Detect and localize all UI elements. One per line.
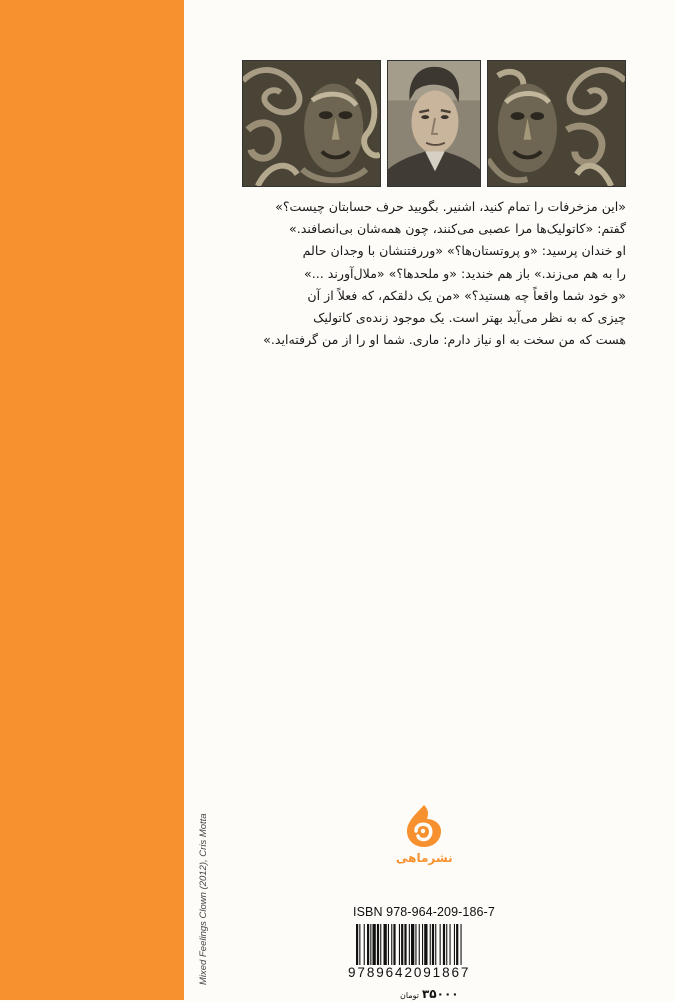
barcode-bar: [370, 924, 371, 965]
barcode-bar: [435, 924, 436, 965]
quote-line: «این مزخرفات را تمام کنید، اشنیر. بگویید حرف حسابتان چیست؟»: [275, 199, 626, 214]
barcode-bar: [404, 924, 406, 965]
barcode-bar: [440, 924, 441, 965]
barcode-bar: [411, 924, 414, 965]
barcode-bar: [443, 924, 445, 965]
price-amount: ۳۵۰۰۰: [421, 987, 459, 1001]
isbn-label: ISBN 978-964-209-186-7: [353, 905, 495, 919]
barcode-bar: [399, 924, 400, 965]
barcode-bar: [391, 924, 392, 965]
barcode-bar: [393, 924, 395, 965]
barcode-bar: [388, 924, 389, 965]
barcode-bar: [446, 924, 447, 965]
author-portrait-icon: [388, 61, 480, 186]
carved-foliage-face-icon: [488, 61, 625, 186]
barcode-digits: 9789642091867: [348, 965, 471, 980]
barcode-bar: [419, 924, 420, 965]
price-currency: تومان: [400, 991, 419, 1000]
quote-line: چیزی که به نظر می‌آید بهتر است. یک موجود زنده‌ی کاتولیک: [313, 310, 626, 326]
barcode-bar: [373, 924, 376, 965]
barcode-bar: [450, 924, 451, 965]
fish-logo-icon: [403, 803, 445, 849]
barcode-bar: [422, 924, 423, 965]
barcode-bar: [380, 924, 381, 965]
barcode-bar: [432, 924, 434, 965]
barcode-bar: [454, 924, 455, 965]
quote-line: او خندان پرسید: «و پروتستان‌ها؟» «وررفتنشان با وجدان حالم: [302, 243, 626, 259]
quote-line: را به هم می‌زند.» باز هم خندید: «و ملحدها؟» «ملال‌آورند ...»: [304, 265, 626, 281]
barcode-bar: [356, 924, 358, 965]
barcode-bar: [409, 924, 410, 965]
publisher-logo: [396, 803, 452, 865]
carved-foliage-face-icon: [243, 61, 380, 186]
carved-face-photo-left: [242, 60, 381, 187]
barcode-bar: [364, 924, 365, 965]
quote-line: گفتم: «کاتولیک‌ها مرا عصبی می‌کنند، چون همه‌شان بی‌انصافند.»: [289, 221, 626, 237]
barcode-bar: [461, 924, 462, 965]
barcode-bar: [359, 924, 360, 965]
orange-spine-panel: [0, 0, 184, 1000]
barcode-bar: [384, 924, 387, 965]
publisher-name: نشرماهی: [396, 851, 453, 865]
barcode: [356, 924, 496, 965]
quote-line: هست که من سخت به او نیاز دارم: ماری. شما او را از من گرفته‌اید.»: [263, 332, 626, 348]
barcode-bar: [367, 924, 369, 965]
quote-line: «و خود شما واقعاً چه هستید؟» «من یک دلقکم، که فعلاً از آن: [307, 287, 626, 303]
barcode-bar: [424, 924, 427, 965]
barcode-bar: [401, 924, 403, 965]
barcode-bar: [430, 924, 431, 965]
cover-art-credit: Mixed Feelings Clown (2012), Cris Motta: [198, 813, 209, 985]
back-cover-quote: [240, 196, 626, 351]
carved-face-photo-right: [487, 60, 626, 187]
price-tag: [400, 983, 459, 1002]
barcode-bar: [415, 924, 416, 965]
barcode-bar: [377, 924, 379, 965]
author-portrait-photo: [387, 60, 481, 187]
barcode-bar: [456, 924, 458, 965]
